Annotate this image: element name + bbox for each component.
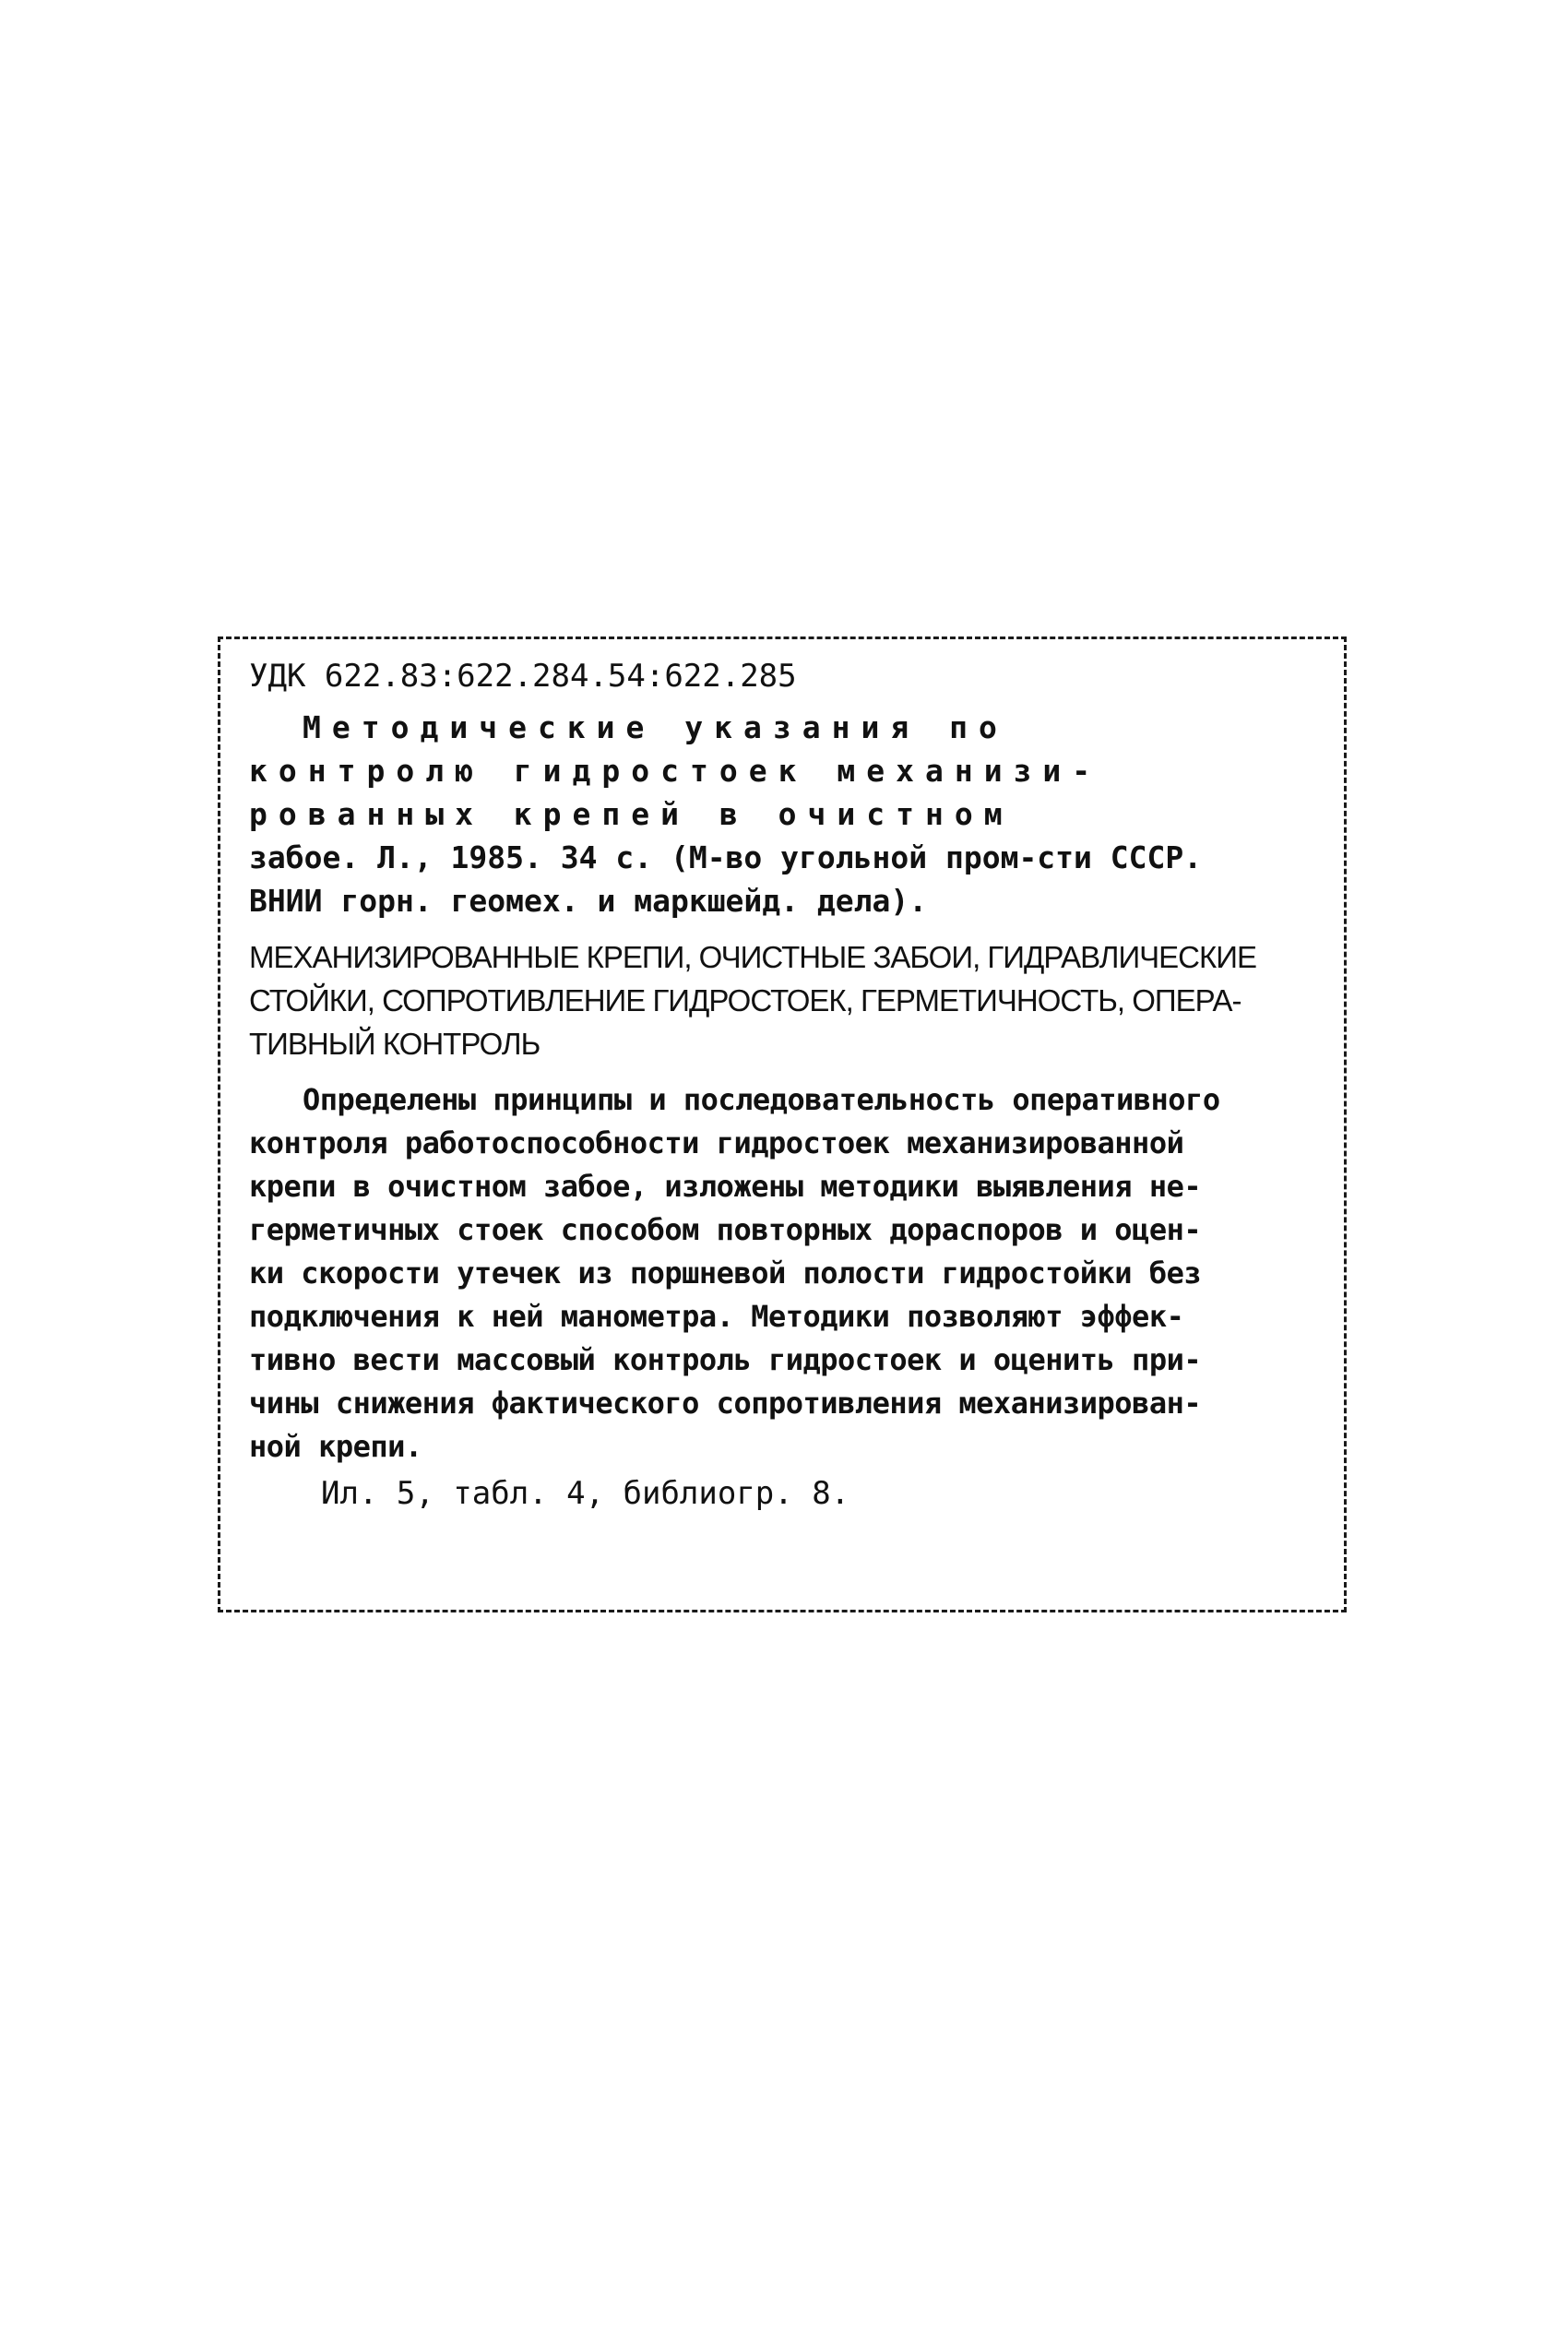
catalog-card [249, 655, 1328, 1516]
title-block [249, 706, 1328, 836]
abstract-line: тивно вести массовый контроль гидростоек и оценить при- [249, 1342, 1202, 1377]
title-line: контролю гидростоек механизи- [249, 753, 1102, 789]
abstract-line: подключения к ней манометра. Методики позволяют эффек- [249, 1299, 1184, 1334]
keywords-line: ТИВНЫЙ КОНТРОЛЬ [249, 1027, 540, 1061]
biblio-line: ВНИИ горн. геомех. и маркшейд. дела). [249, 883, 928, 919]
title-line: рованных крепей в очистном [249, 796, 1014, 832]
abstract-line: ной крепи. [249, 1429, 422, 1464]
abstract-block [249, 1078, 1328, 1469]
abstract-line: герметичных стоек способом повторных дораспоров и оцен- [249, 1212, 1202, 1247]
keywords-line: СТОЙКИ, СОПРОТИВЛЕНИЕ ГИДРОСТОЕК, ГЕРМЕТИЧНОСТЬ, ОПЕРА- [249, 983, 1241, 1017]
keywords-block [249, 935, 1328, 1065]
title-line: Методические указания по [303, 709, 1008, 745]
illustrations-count: Ил. 5, табл. 4, библиогр. 8. [321, 1475, 850, 1512]
udk-code: УДК 622.83:622.284.54:622.285 [249, 658, 797, 695]
bibliographic-info [249, 836, 1328, 922]
abstract-line: контроля работоспособности гидростоек механизированной [249, 1125, 1184, 1160]
abstract-line: чины снижения фактического сопротивления механизирован- [249, 1386, 1202, 1421]
abstract-line: ки скорости утечек из поршневой полости гидростойки без [249, 1255, 1202, 1291]
biblio-line: забое. Л., 1985. 34 с. (М-во угольной пром-сти СССР. [249, 839, 1203, 875]
abstract-line: крепи в очистном забое, изложены методики выявления не- [249, 1169, 1202, 1204]
abstract-line: Определены принципы и последовательность оперативного [303, 1082, 1220, 1117]
keywords-line: МЕХАНИЗИРОВАННЫЕ КРЕПИ, ОЧИСТНЫЕ ЗАБОИ, ГИДРАВЛИЧЕСКИЕ [249, 940, 1256, 974]
